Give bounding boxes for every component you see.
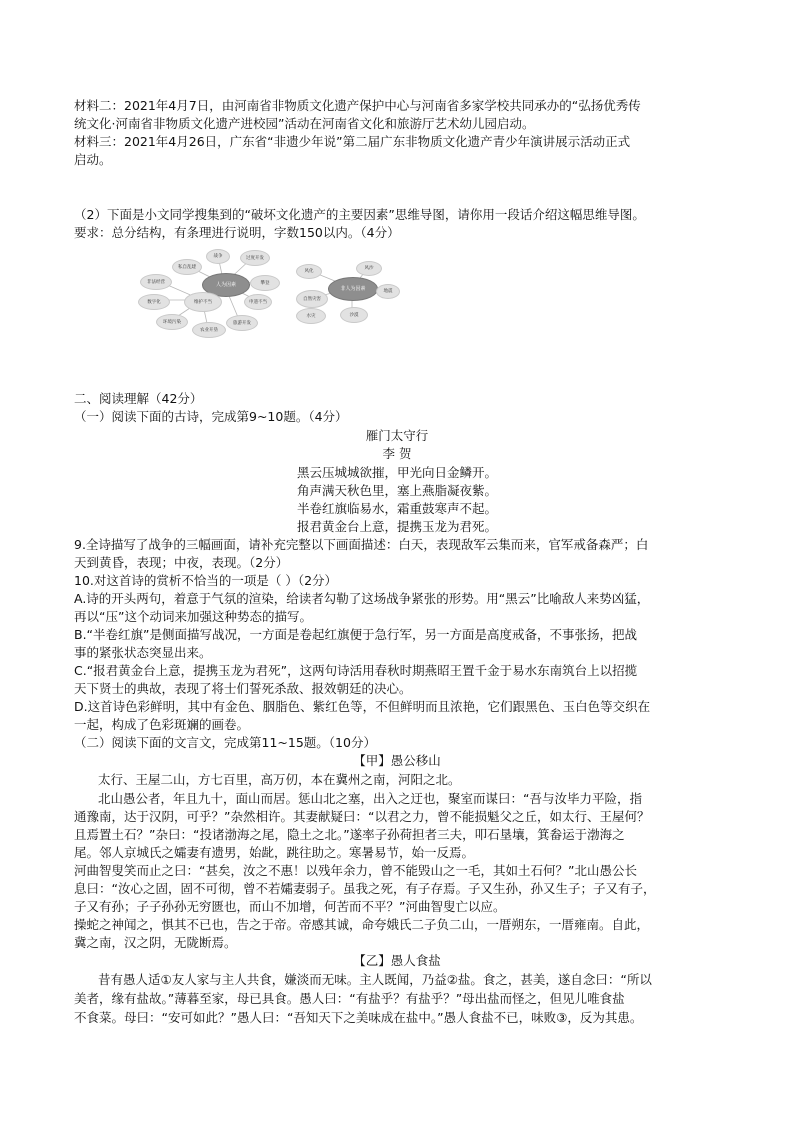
yi-p-line: 不食菜。母曰：“安可如此？”愚人曰：“吾知天下之美味成在盐中。”愚人食盐不已，味败③，反为其患。 [74, 1010, 643, 1025]
jia-p2-line: 尾。邻人京城氏之孀妻有遗男，始龀，跳往助之。寒暑易节，始一反焉。 [74, 845, 475, 860]
jia-p3-line: 子又有孙；子子孙孙无穷匮也，而山不加增，何苦而不平？”河曲智叟亡以应。 [74, 899, 506, 914]
jia-p3-line: 河曲智叟笑而止之曰：“甚矣，汝之不惠！以残年余力，曾不能毁山之一毛，其如土石何？”北山愚公长 [74, 863, 637, 878]
poem-line: 半卷红旗临易水，霜重鼓寒声不起。 [296, 501, 497, 516]
mindmap-labels [132, 244, 434, 340]
jia-p2-line: 北山愚公者，年且九十，面山而居。惩山北之塞，出入之迂也，聚室而谋曰：“吾与汝毕力平险，指 [98, 791, 642, 806]
material3-line1: 材料三：2021年4月26日，广东省“非遗少年说”第二届广东非物质文化遗产青少年演讲展示活动正式 [74, 134, 631, 149]
mindmap-node: 非法经营 [140, 274, 172, 290]
material2-line2: 统文化·河南省非物质文化遗产进校园”活动在河南省文化和旅游厅艺术幼儿园启动。 [74, 116, 535, 131]
section2-heading: 二、阅读理解（42分） [74, 391, 203, 406]
mindmap-node: 数字化 [138, 294, 170, 310]
poem-title: 雁门太守行 [365, 428, 429, 443]
mindmap-nonhuman-center: 非人为因素 [328, 277, 378, 301]
mindmap-node: 私自乱建 [172, 259, 202, 275]
material3-line2: 启动。 [74, 152, 112, 167]
jia-p4-line: 冀之南，汉之阴，无陇断焉。 [74, 935, 237, 950]
jia-p1: 太行、王屋二山，方七百里，高万仞，本在冀州之南，河阳之北。 [98, 772, 461, 787]
mindmap-node: 风沙 [356, 261, 382, 276]
poem-line: 报君黄金台上意，提携玉龙为君死。 [296, 519, 497, 534]
mindmap-node: 战争 [206, 249, 230, 264]
mindmap-node: 自然灾害 [296, 290, 328, 308]
option-b-line2: 事的紧张状态突显出来。 [74, 645, 212, 660]
material2-line1: 材料二：2021年4月7日，由河南省非物质文化遗产保护中心与河南省多家学校共同承办的“弘扬优秀传 [74, 98, 641, 113]
mindmap-node: 农业开垦 [192, 322, 226, 338]
mindmap-node: 申遗不当 [244, 294, 272, 310]
mindmap-node: 过度开发 [240, 250, 270, 266]
poem-line: 角声满天秋色里，塞上燕脂凝夜紫。 [296, 483, 497, 498]
poem-line: 黑云压城城欲摧，甲光向日金鳞开。 [296, 465, 497, 480]
option-d-line1: D.这首诗色彩鲜明，其中有金色、胭脂色、紫红色等，不但鲜明而且浓艳，它们跟黑色、玉白色等交织在 [74, 699, 651, 714]
mindmap-node: 沙漠 [340, 307, 368, 323]
jia-p2-line: 且焉置土石？”杂曰：“投诸渤海之尾，隐土之北。”遂率子孙荷担者三夫，叩石垦壤，箕畚运于渤海之 [74, 827, 625, 842]
option-a-line2: 再以“压”这个动词来加强这种势态的描写。 [74, 609, 312, 624]
jia-title: 【甲】愚公移山 [353, 753, 441, 768]
option-b-line1: B.“半卷红旗”是侧面描写战况，一方面是卷起红旗便于急行军，另一方面是高度戒备，不事张扬，把战 [74, 627, 638, 642]
option-a-line1: A.诗的开头两句，着意于气氛的渲染，给读者勾勒了这场战争紧张的形势。用“黑云”比喻敌人来势凶猛， [74, 591, 650, 606]
jia-p2-line: 通豫南，达于汉阴，可乎？”杂然相许。其妻献疑曰：“以君之力，曾不能损魁父之丘，如太行、王屋何？ [74, 809, 650, 824]
option-c-line1: C.“报君黄金台上意，提携玉龙为君死”，这两句诗活用春秋时期燕昭王置千金于易水东南筑台上以招揽 [74, 663, 638, 678]
part1-heading: （一）阅读下面的古诗，完成第9~10题。（4分） [74, 409, 348, 424]
poem-author: 李 贺 [382, 446, 412, 461]
mindmap-node: 地震 [376, 284, 400, 299]
option-c-line2: 天下贤士的典故，表现了将士们誓死杀敌、报效朝廷的决心。 [74, 681, 412, 696]
jia-p3-line: 息曰：“汝心之固，固不可彻，曾不若孀妻弱子。虽我之死，有子存焉。子又生孙，孙又生子；子又有子， [74, 881, 656, 896]
mindmap-node: 攀登 [250, 275, 280, 291]
mindmap-node: 风化 [296, 264, 322, 279]
q2-line2: 要求：总分结构，有条理进行说明，字数150以内。（4分） [74, 225, 400, 240]
mindmap-node: 维护不当 [184, 292, 222, 312]
part2-heading: （二）阅读下面的文言文，完成第11~15题。（10分） [74, 735, 376, 750]
q9-line1: 9.全诗描写了战争的三幅画面，请补充完整以下画面描述：白天，表现敌军云集而来，官军戒备森严；白 [74, 537, 649, 552]
jia-p4-line: 操蛇之神闻之，惧其不已也，告之于帝。帝感其诚，命夸娥氏二子负二山，一厝朔东，一厝雍南。自此， [74, 917, 650, 932]
option-d-line2: 一起，构成了色彩斑斓的画卷。 [74, 717, 250, 732]
mindmap-human-center: 人为因素 [202, 273, 250, 297]
yi-p-line: 昔有愚人适①友人家与主人共食，嫌淡而无味。主人既闻，乃益②盐。食之，甚美，遂自念曰：“所以 [98, 972, 652, 987]
q9-line2: 天到黄昏，表现；中夜，表现。（2分） [74, 555, 289, 570]
mindmap-node: 旅游开发 [226, 315, 258, 331]
q2-line1: （2）下面是小文同学搜集到的“破坏文化遗产的主要因素”思维导图，请你用一段话介绍这幅思维导图。 [74, 207, 645, 222]
q10-stem: 10.对这首诗的赏析不恰当的一项是（ ）（2分） [74, 573, 338, 588]
yi-title: 【乙】愚人食盐 [353, 953, 441, 968]
mindmap-node: 环境污染 [156, 314, 188, 330]
yi-p-line: 美者，缘有盐故。”薄暮至家，母已具食。愚人曰：“有盐乎？有盐乎？”母出盐而怪之，但见儿唯食盐 [74, 991, 625, 1006]
mindmap-node: 水灾 [296, 308, 326, 324]
